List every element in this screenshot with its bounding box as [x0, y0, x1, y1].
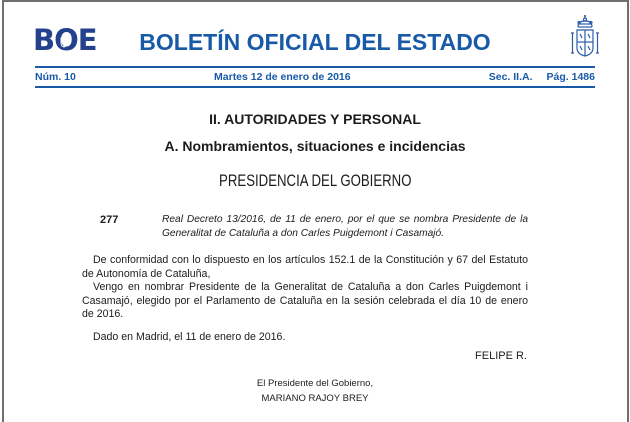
issue-section: Sec. II.A. — [488, 70, 533, 83]
decree-paragraph: Vengo en nombrar Presidente de la Generalitat de Cataluña a don Carles Puigdemont i Casamajó, elegido por el Parlamento de Cataluña en la sesión celebrada el día 10 de enero de 2016. — [82, 281, 528, 321]
issue-number: Núm. 10 — [35, 70, 76, 83]
issue-meta-row — [35, 69, 595, 84]
decree-dateline: Dado en Madrid, el 11 de enero de 2016. — [93, 330, 286, 343]
royal-signature: FELIPE R. — [475, 350, 527, 362]
issue-page: Pág. 1486 — [546, 70, 595, 83]
department-heading: PRESIDENCIA DEL GOBIERNO — [218, 172, 412, 190]
countersignature — [82, 377, 548, 406]
subsection-heading: A. Nombramientos, situaciones e incidencias — [164, 138, 466, 154]
decree-summary: Real Decreto 13/2016, de 11 de enero, por el que se nombra Presidente de la Generalitat de Cataluña a don Carles Puigdemont i Casamajó. — [162, 214, 528, 239]
boe-logo-text: BOE — [33, 23, 97, 57]
decree-body — [82, 254, 528, 345]
countersign-name: MARIANO RAJOY BREY — [261, 392, 369, 404]
issue-date: Martes 12 de enero de 2016 — [214, 70, 351, 83]
spanish-coat-of-arms-icon — [567, 15, 603, 61]
header-rule-bottom — [35, 86, 595, 88]
header-rule-top — [35, 66, 595, 68]
countersign-title: El Presidente del Gobierno, — [256, 378, 374, 389]
gazette-title: BOLETÍN OFICIAL DEL ESTADO — [139, 29, 491, 55]
issue-section-page — [489, 71, 595, 83]
decree-number: 277 — [100, 214, 119, 226]
section-heading: II. AUTORIDADES Y PERSONAL — [209, 111, 421, 127]
decree-paragraph: De conformidad con lo dispuesto en los artículos 152.1 de la Constitución y 67 del Estatuto de Autonomía de Cataluña, — [82, 254, 528, 280]
